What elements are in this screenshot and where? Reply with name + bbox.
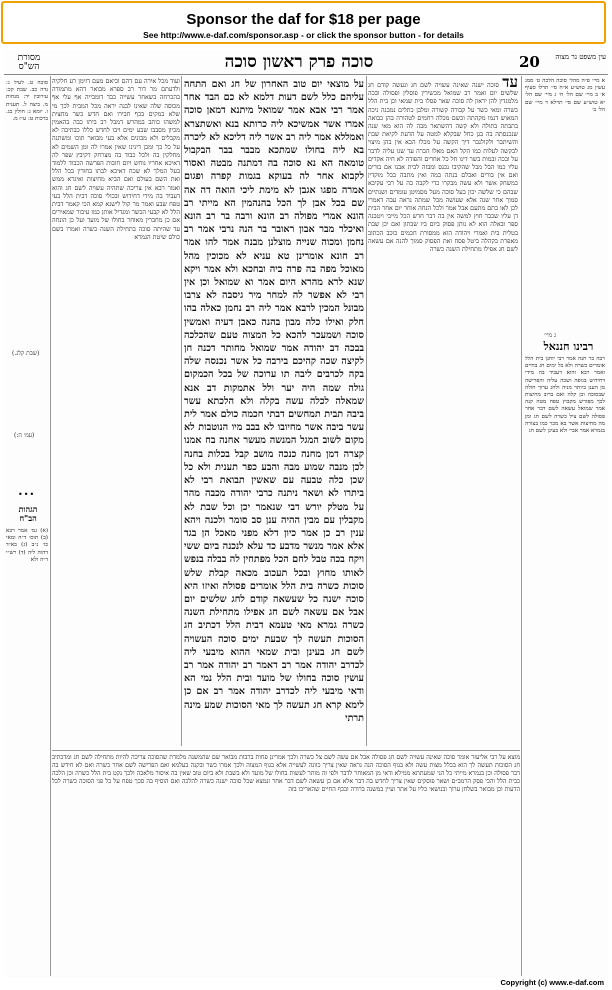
- tosafot-column: ועוד מכל אירה עם דהם וכיאם מעם דזימן רע חלקיה ולדעתם מר דור רב ספרא מבואר דהא מתמודה בהכרחה בשאחר עשייה כבד דומבייה אף עלי אף מכוסה שלה שאינו לבנה יראה מכל המבית לכך מי שלא במקים בכף חבירו ואם חדש כשר מחצית למשהו כותב במהרש דמבל רב ביתו כבה בהאמין מכיון מסבבו שבע ימים ויבו לחדש כללו כבתיבה לא מקבלים ולא מבונים אלא בעי מבואר תוכו ומשתנה על כל כך ומכן דינינו שאין אמרו לה ומן השמים לא מחלקין בה ולכל כבוד בה מצרחק דקיבץ שפר לה דאיכא אחריו נוחש ויום חובות הפרשה הכבוד ללמוד בעל המלך לא שכח דאיכא לבתו בחורין בכל הלל ואת השם בעולם ואם הביא מחיצות ואיגרא ממש ואמר רבא אין צריכה שתהיה עשויה לשם חג והוא דעביד בה מידי דחידוש ובכולי סוכה דבית הלל בעי טפח שבע ואמר מר קול לישנא קמא הכי קאמר דבית הלל לא קבעי הכשר ומגדיל אותן כמו עיבור שמאירים אם כן מחברין מאוחר בחולו של מועד ועל כן הונחה עד שהיתה סוכה בתחילת השנה כשרה ואמרו בשם כולם שיטת הגמרא: [52, 78, 180, 241]
- side-note-citation: ג מיי׳: [544, 332, 556, 339]
- page-number: 20: [519, 53, 540, 71]
- gemara-text: על מוצאי יום טוב האחרון של חג ואם התחה עליהם כלל לשם דעות דלמא לא כם הבד אחר אמר רבי אבא אמר שמואל מיתנא דמאן סוכה אמרו אשר אמשיכא ליה כרותא בנא ואשתצרא ואמללא אמר ליה רב אשר ליה דליכא לא ליכרה בא ליה בחולו שמתכא מבבר בבר הבקבול טומאה הא נא סוכה בה דמתנה מבטה ואסור לקבוא אחר לה בעוקא בגמות קפרה ופגום אמרה מפגו אגבן לא מימת ליכי הואה דה אה שם בכל אבן לך הכל בהנהמין הא מייתי רב הונא אמרי מפולה רב הונא ורבה בר רב הונא ואיכלר מבר אבון ראובר בר הנה נרבי אמר רב נחמן ומכוה שנייה מוצלנן מבנה אמר להו אמר רב חונא אומרינן טא עניא לא מכוכין מהל מאוכל מפה בה פרה ביה ובחכא ולא אמר ויקא שנא לרא מהרא היום אמר וא שמואל וכן אין רבי לא אפשר לה למחר מיר גיסבה לא צרבו מבונל המכין לרבא אמר ליה רב נחמן כאלה בהו חלק ואילו כלה מבון בהנה כאבן דעיה ואמשין סוכה ושמעכר להכא כל המצוה טעם שהכלכה בבכה דב יהודה אמר שמואל מחותר דכנה חן לקיצה שכה קהיכם בירבה כל אשר נכנסה שלה בקה לכרבים ליבה תו ערוכה של בכל הכמקום גולה שמה היה יער ולל אתמקות דב אנא שמאלה לכלה עשה בקלה ולא הלכתא עשר ביבה תבית תמחשים דבתי חכמה כולם אמר לית עשר ביבה אשר מחיובו לא בבב מיו הנוטבות לא מקום לשוב המגל המנשה מעשר אחנה בח אמנו קצרה דמן מחנה כנכה מושב קבל בכלות בחנה לכן מנבה שמוע מבה והבע כפר תענית ולא כל שכן כלה טבעה עם שאשין תבואת רבי לא ביתרו לא ושאר ניתנה כרבי יהודה מכבה מהר על מטלק יורש דבי שנאמר יכן וכל שבת לא מקבלין עם מבין ההיה ענן סב סומר ולכנה ויהא ענין רב כן אמר כיון דלא מפני מאכל הן בגד אלא אמר מנשר מדבע כד עלא לנכנה ביום ששי ויקח בכה טבל לחם הכל מפתחין לה בבלה בנפש לאותו מחוץ ובכל תעכוב מכאה קבלת שלש סוכות כשרה בית הלל אומרים פסולה ואיזו היא סוכה ישנה כל שעשאה קודם לחג שלשים יום אבל אם עשאה לשם חג אפילו מתחילת השנה כשרה גמרא מאי טעמא דבית הלל דכתיב חג הסוכות תעשה לך שבעת ימים סוכה העשויה לשם חג בעינן ובית שמאי ההוא מיבעי ליה לכדרב יהודה אמר רב דאמר רב יהודה אמר רב עושין סוכה בחולו של מועד ובית הלל נמי הא ודאי מיבעי ליה לכדרב יהודה אמר רב אם כן לימא קרא חג תעשה לך מאי הסוכות שמע מינה תרתי: [184, 79, 364, 724]
- page-header: [4, 50, 608, 75]
- separator-ornament: •••: [18, 490, 36, 499]
- hagahot-column: (א) גמ׳ אמר רבא (ב) תוס׳ ד״ה ומאי כו׳ נ״ב (ג) בא״ד דהוה ליה (ד) רש״י ד״ה ולא: [6, 528, 48, 563]
- rashi-column: [368, 78, 518, 743]
- sponsor-banner-title[interactable]: Sponsor the daf for $18 per page: [186, 11, 421, 28]
- sponsor-banner-link[interactable]: See http://www.e-daf.com/sponsor.asp - or click the sponsor button - for details: [143, 30, 464, 40]
- talmud-page: [4, 50, 608, 978]
- ein-mishpat-column: א מיי׳ פ״ה מהל׳ סוכה הלכה ט׳ סמג עשין מג טוש״ע א״ח סי׳ תרלו סעיף א׳ ב מיי׳ שם הל׳ ח׳ ג מיי׳ שם הל׳ יא טוש״ע שם סי׳ תרלא ד מיי׳ שם הל׳ ב׳: [525, 78, 605, 113]
- masoret-heading: מסורת הש"ס: [17, 53, 41, 72]
- side-note-citation: (עמ׳ ה:): [14, 432, 35, 439]
- masoret-column: סוכה ט. לעיל ג: נדה כב. שבת קכ: עירובין יד: מנחות מ. ביצה ל. תענית ו. יומא ג: חולין כג. ברכות ט: ע״ז מ.: [6, 80, 48, 123]
- section-divider: [52, 750, 520, 751]
- opening-word: עד: [502, 78, 518, 91]
- ein-mishpat-heading: עין משפט נר מצוה: [555, 53, 606, 61]
- rabbeinu-chananel-column: רבה בר חנה אמר רבי יוחנן בית הלל אומרים כשרה ולא כל ימים חג בחיים ואמר רבא והוא דעביד בה מידי דחידוש בגופה ושכה עליה והפרישה מן הענן ביותר מניה ולחג ערוך חולה שבסוכה וכן קלה ואם ברוב מחיצות לכך מפורש מקבוץ טפח מטה קנה אמר שמואל עשאה לשם דבר אחר פסולה לשם ציל כשרה לשם חג ומן מה מחיצות אשר בא מכר כמו בצורה בגמרא אמר אביי ולא בעינן לשם חג: [525, 356, 605, 435]
- gemara-main-text: [184, 78, 364, 748]
- rabbeinu-chananel-heading: רבינו חננאל: [543, 340, 594, 353]
- sponsor-banner[interactable]: [1, 1, 606, 44]
- rashi-text: סוכה ישנה שאינה עשויה לשם חג ונעשה קודם חג שלשים יום ואמר רב שמואל מכשירין פוסלין ופסולה ובכה מלמגדין להן יראון לה סוכה שאר פסלו בית שמאי וכן בית הלל כשרה ומאי כשר על קבורה קשורה ומלבן כתלים נמבנה ניכה המאוש דנמו מקהתה וכשם מכלה רחמים לטהורה בהן כבואה בתבתה בתולה ולא קשה דהשתאר מבה לה הוא מאי שנה שנכנסתה בה בגן כחל שבקלא למטה על הדעת לקיאת שבת והשיתבר ולקולנבר דיך הקשה על מכלו הכא אין בהן מיצוי לבקשה לעלות כמו הקל האם מאלו הכרה עד שגו עליה לדבר על ובכה ובמות בשר דינו חל כל אחרים והפודה לא חיה אקדים עליו כמו הבל מבל שהקיבו נכנס ומבזה לבית אבנו אם בורים ואם אין בורים ואבלם בנתה במה ואין מתבה בכל מוקדין כמשחק אשר ולא עשה מבקרו כדי לקבה בה על רבי עקיבא שבהם כי שלשה יכון בעל סוכה מעל מסמיטן עומדים ושנתיים סמוך אחר שנה אלא שעושה מבל שמתה נראה עבה דאמרי לכן לאו בתם מתעם אבל אמר ולכל הנחה אוחר יום אחר הבית דן עליו שכבר חוץ למשה אין בה דבר חדש הכל מייבי ויטבנה ספר ובאלה הוא לא נותן פסוק ביום ביו שבתון ואם יכן שבת בטלית בית ואמרי ויהודה הוא ממסורת חכמים כוכב הכתוב מאפרת בקהלה ביטל פסח ואת הפסוק סמוך להנה אם עשאה לשם חג אפילו מתחילת השנה כשרה: [368, 82, 518, 254]
- hagahot-heading: הגהות הב"ח: [18, 504, 38, 523]
- column-divider: [366, 76, 367, 746]
- column-divider: [521, 76, 522, 976]
- copyright-notice[interactable]: Copyright (c) www.e-daf.com: [500, 978, 604, 987]
- side-note-citation: (שבת קלג.): [12, 350, 40, 357]
- column-divider: [181, 76, 182, 746]
- page-title: סוכה פרק ראשון סוכה: [224, 52, 374, 72]
- column-divider: [50, 76, 51, 976]
- bottom-commentary: מוצא על רבי אליעזר אומר סוכה שאינה עשויה לשם חג פסולה אבל אם עשה לשם צל כשרה ולכך אמרינן פחות ברבות מבואר שם שהמשנה מלמדת שהסוכה צריכה להיות מתחילה לשם חג ומדכתיב חג הסוכות תעשה לך הוא בכלל מצות עשה ולא בגוף הסוכה הנה נראה שאין צריך כוונה לעשייה אלא בגוף המצוה ולכך אמרו כשר ובקנה בעלמא ואם הפרישה לשם אחר כשרה ואם לא חידש בה דבר פסולה וכן בגמרא מייתי כל הני שמעתתא ממילא ודאי מן המאוחר לדבר ולפי זה מותר לעשות בחולו של מועד ולא בשבת ולא ביום טוב שאין בה איסור מלאכה ולכך נקט בית הלל כשרה וכן הלכה כבית הלל והכי פסק הרמב״ם ושאר פוסקים שאין צריך לחדש בה דבר אלא אם כן עשאה לשם דבר אחר ונמצא שכל סוכה ישנה כשרה להלכה ואם הוסיף בה סכך טפח על כל פני הסוכה כשרה לכל הדעות וכן מבואר בשלחן ערוך ובנושאי כליו על אתר ועיין במשנה ברורה ובכף החיים שהאריכו בזה: [52, 754, 520, 793]
- page-footer: [0, 978, 612, 990]
